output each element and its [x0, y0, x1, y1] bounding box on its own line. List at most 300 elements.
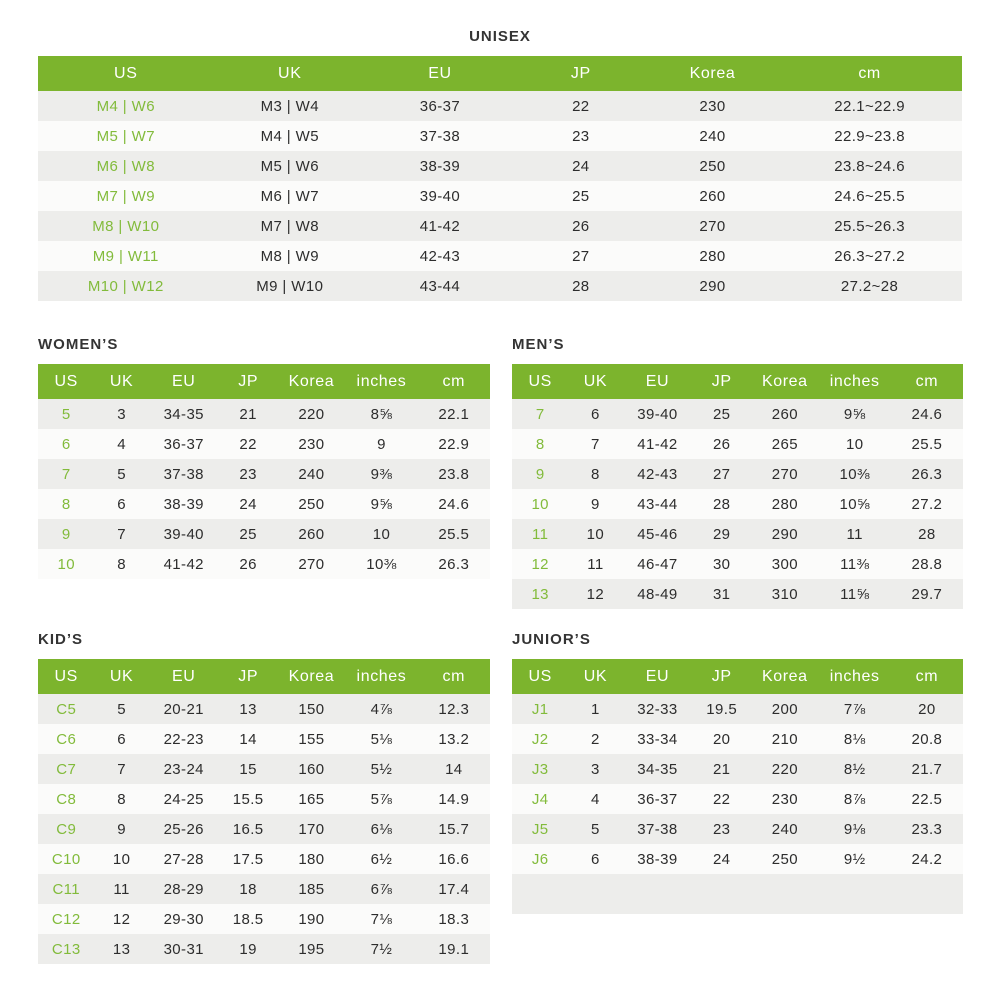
- table-row: [38, 241, 962, 271]
- value-cell: 8: [591, 465, 600, 483]
- table-row: [512, 754, 963, 784]
- empty-cell: [512, 874, 568, 914]
- table-row: [512, 519, 963, 549]
- value-cell: 24.2: [911, 850, 943, 868]
- value-cell: 11: [113, 880, 130, 898]
- value-cell: 310: [771, 585, 798, 603]
- value-cell: 8⅛: [843, 730, 866, 748]
- value-cell: 20: [712, 730, 731, 748]
- column-header: EU: [366, 56, 514, 91]
- value-cell: 18.3: [438, 910, 470, 928]
- table-row: [512, 429, 963, 459]
- empty-cell: [568, 874, 622, 914]
- table-row: [38, 121, 962, 151]
- column-header: US: [512, 364, 568, 399]
- table-row: [38, 489, 490, 519]
- column-header: US: [38, 56, 214, 91]
- value-cell: 9⅛: [843, 820, 866, 838]
- value-cell: 22.5: [911, 790, 943, 808]
- column-header: UK: [568, 659, 622, 694]
- value-cell: 21.7: [911, 760, 943, 778]
- value-cell: 150: [298, 700, 325, 718]
- womens-section: [38, 336, 490, 579]
- womens-size-table: [38, 364, 490, 579]
- value-cell: 250: [699, 157, 726, 175]
- value-cell: 16.5: [232, 820, 264, 838]
- value-cell: 19: [239, 940, 257, 958]
- table-row: [38, 694, 490, 724]
- value-cell: 8⅝: [370, 405, 393, 423]
- value-cell: 20: [918, 700, 936, 718]
- value-cell: 22: [572, 97, 590, 115]
- value-cell: 240: [771, 820, 798, 838]
- table-row: [512, 694, 963, 724]
- column-header: JP: [692, 364, 751, 399]
- table-row: [38, 784, 490, 814]
- size-cell: M9 | W11: [92, 247, 159, 265]
- table-row: [38, 844, 490, 874]
- value-cell: 28.8: [911, 555, 943, 573]
- column-header: JP: [219, 659, 278, 694]
- value-cell: 185: [298, 880, 325, 898]
- value-cell: 250: [771, 850, 798, 868]
- value-cell: 27.2: [911, 495, 943, 513]
- size-cell: J3: [531, 760, 549, 778]
- value-cell: 27: [572, 247, 590, 265]
- value-cell: 33-34: [637, 730, 678, 748]
- value-cell: 17.5: [232, 850, 264, 868]
- value-cell: 160: [298, 760, 325, 778]
- column-header: Korea: [751, 659, 819, 694]
- size-cell: 9: [535, 465, 545, 483]
- value-cell: 24.6~25.5: [834, 187, 905, 205]
- value-cell: 7⅛: [370, 910, 393, 928]
- value-cell: 13: [112, 940, 131, 958]
- value-cell: 28: [712, 495, 731, 513]
- value-cell: 9: [377, 435, 386, 453]
- value-cell: 27.2~28: [840, 277, 899, 295]
- size-cell: C13: [51, 940, 81, 958]
- value-cell: 5⅛: [370, 730, 393, 748]
- column-header: inches: [345, 364, 417, 399]
- value-cell: 180: [298, 850, 325, 868]
- value-cell: 270: [298, 555, 325, 573]
- value-cell: 34-35: [637, 760, 678, 778]
- value-cell: 23: [572, 127, 590, 145]
- value-cell: 10⅜: [839, 465, 870, 483]
- value-cell: 25.5: [438, 525, 470, 543]
- value-cell: 11: [587, 555, 604, 573]
- value-cell: 260: [771, 405, 798, 423]
- size-cell: 8: [61, 495, 71, 513]
- column-header: EU: [149, 659, 219, 694]
- header-row: [38, 364, 490, 399]
- value-cell: 13.2: [438, 730, 470, 748]
- table-row: [38, 181, 962, 211]
- header-row: [512, 364, 963, 399]
- value-cell: 270: [771, 465, 798, 483]
- value-cell: 290: [771, 525, 798, 543]
- value-cell: 26: [572, 217, 590, 235]
- size-cell: C6: [56, 730, 77, 748]
- empty-cell: [622, 874, 692, 914]
- size-cell: 7: [61, 465, 71, 483]
- value-cell: 200: [771, 700, 798, 718]
- juniors-size-table: [512, 659, 963, 914]
- value-cell: 30: [712, 555, 731, 573]
- value-cell: 10⅜: [366, 555, 397, 573]
- womens-title: WOMEN’S: [38, 336, 119, 353]
- value-cell: 22-23: [163, 730, 204, 748]
- value-cell: 1: [591, 700, 600, 718]
- value-cell: 8: [117, 790, 126, 808]
- column-header: UK: [214, 56, 366, 91]
- value-cell: 5: [117, 465, 126, 483]
- value-cell: 4: [591, 790, 600, 808]
- value-cell: 8½: [843, 760, 866, 778]
- unisex-size-table: [38, 56, 962, 301]
- value-cell: 26: [712, 435, 731, 453]
- value-cell: 240: [699, 127, 726, 145]
- column-header: Korea: [751, 364, 819, 399]
- value-cell: 46-47: [637, 555, 678, 573]
- column-header: EU: [622, 659, 692, 694]
- table-row: [512, 459, 963, 489]
- size-cell: C5: [56, 700, 77, 718]
- value-cell: 22.1: [438, 405, 470, 423]
- size-cell: J6: [531, 850, 549, 868]
- value-cell: 7: [117, 525, 126, 543]
- value-cell: 26: [239, 555, 257, 573]
- size-cell: J5: [531, 820, 549, 838]
- column-header: UK: [95, 659, 149, 694]
- value-cell: 39-40: [637, 405, 678, 423]
- value-cell: 4: [117, 435, 126, 453]
- value-cell: 24.6: [438, 495, 470, 513]
- value-cell: 19.5: [706, 700, 738, 718]
- value-cell: 15.5: [232, 790, 264, 808]
- value-cell: 24-25: [163, 790, 204, 808]
- table-row: [38, 519, 490, 549]
- value-cell: 155: [298, 730, 325, 748]
- value-cell: 37-38: [637, 820, 678, 838]
- value-cell: M3 | W4: [260, 97, 319, 115]
- value-cell: 8⅞: [843, 790, 866, 808]
- value-cell: 14: [445, 760, 463, 778]
- value-cell: 9½: [843, 850, 866, 868]
- column-header: UK: [568, 364, 622, 399]
- value-cell: 10: [845, 435, 864, 453]
- value-cell: 6½: [370, 850, 393, 868]
- value-cell: 27: [712, 465, 731, 483]
- value-cell: 10: [112, 850, 131, 868]
- value-cell: 17.4: [438, 880, 470, 898]
- table-row: [38, 934, 490, 964]
- table-row: [512, 724, 963, 754]
- value-cell: 22: [239, 435, 257, 453]
- size-cell: 10: [531, 495, 549, 513]
- value-cell: 210: [771, 730, 798, 748]
- value-cell: 270: [699, 217, 726, 235]
- value-cell: 36-37: [163, 435, 204, 453]
- value-cell: 300: [771, 555, 798, 573]
- value-cell: 25: [239, 525, 257, 543]
- value-cell: M8 | W9: [260, 247, 319, 265]
- value-cell: 290: [699, 277, 726, 295]
- value-cell: 31: [712, 585, 731, 603]
- kids-size-table: [38, 659, 490, 964]
- column-header: US: [38, 659, 95, 694]
- value-cell: 7⅞: [843, 700, 866, 718]
- value-cell: 5⅞: [370, 790, 393, 808]
- value-cell: 12: [112, 910, 131, 928]
- value-cell: 280: [771, 495, 798, 513]
- value-cell: 190: [298, 910, 325, 928]
- value-cell: 48-49: [637, 585, 678, 603]
- size-cell: M5 | W7: [96, 127, 155, 145]
- size-cell: M6 | W8: [96, 157, 155, 175]
- column-header: US: [512, 659, 568, 694]
- value-cell: 230: [699, 97, 726, 115]
- column-header: cm: [891, 659, 963, 694]
- value-cell: 20.8: [911, 730, 943, 748]
- value-cell: 230: [298, 435, 325, 453]
- empty-cell: [891, 874, 963, 914]
- value-cell: 24: [712, 850, 731, 868]
- size-cell: 10: [57, 555, 75, 573]
- value-cell: 18.5: [232, 910, 264, 928]
- value-cell: 170: [298, 820, 325, 838]
- value-cell: 14.9: [438, 790, 470, 808]
- value-cell: 18: [239, 880, 257, 898]
- value-cell: 3: [117, 405, 126, 423]
- column-header: JP: [692, 659, 751, 694]
- size-cell: 8: [535, 435, 545, 453]
- column-header: cm: [418, 364, 490, 399]
- value-cell: 28: [918, 525, 936, 543]
- value-cell: 25: [712, 405, 731, 423]
- column-header: cm: [777, 56, 962, 91]
- value-cell: 39-40: [419, 187, 461, 205]
- column-header: UK: [95, 364, 149, 399]
- value-cell: 6⅛: [370, 820, 393, 838]
- column-header: EU: [622, 364, 692, 399]
- value-cell: 165: [298, 790, 325, 808]
- value-cell: M4 | W5: [260, 127, 319, 145]
- header-row: [38, 56, 962, 91]
- value-cell: 45-46: [637, 525, 678, 543]
- value-cell: M9 | W10: [256, 277, 324, 295]
- table-row: [512, 489, 963, 519]
- value-cell: 24: [239, 495, 257, 513]
- value-cell: M5 | W6: [260, 157, 319, 175]
- value-cell: 4⅞: [370, 700, 393, 718]
- size-cell: C8: [56, 790, 77, 808]
- value-cell: 2: [591, 730, 600, 748]
- table-row: [512, 844, 963, 874]
- value-cell: 41-42: [163, 555, 204, 573]
- table-row: [38, 874, 490, 904]
- table-row: [512, 399, 963, 429]
- value-cell: 37-38: [163, 465, 204, 483]
- size-cell: 5: [61, 405, 71, 423]
- size-cell: 13: [531, 585, 549, 603]
- value-cell: 15.7: [438, 820, 470, 838]
- value-cell: 265: [771, 435, 798, 453]
- table-row: [512, 549, 963, 579]
- value-cell: 41-42: [637, 435, 678, 453]
- table-row: [512, 784, 963, 814]
- table-row: [38, 429, 490, 459]
- value-cell: 22.9~23.8: [834, 127, 905, 145]
- value-cell: 8: [117, 555, 126, 573]
- value-cell: 9⅝: [843, 405, 866, 423]
- column-header: Korea: [278, 364, 346, 399]
- value-cell: 28-29: [163, 880, 204, 898]
- value-cell: M7 | W8: [260, 217, 319, 235]
- size-cell: M8 | W10: [92, 217, 160, 235]
- value-cell: 25-26: [163, 820, 204, 838]
- value-cell: 6: [117, 495, 126, 513]
- size-cell: 11: [532, 525, 549, 543]
- value-cell: 19.1: [438, 940, 470, 958]
- value-cell: 11⅝: [840, 585, 870, 603]
- value-cell: 25.5: [911, 435, 943, 453]
- value-cell: 220: [298, 405, 325, 423]
- value-cell: 22: [712, 790, 731, 808]
- value-cell: 24: [572, 157, 590, 175]
- value-cell: 6: [117, 730, 126, 748]
- value-cell: 42-43: [419, 247, 461, 265]
- value-cell: 220: [771, 760, 798, 778]
- value-cell: 9: [117, 820, 126, 838]
- size-cell: J2: [531, 730, 549, 748]
- value-cell: 6⅞: [370, 880, 393, 898]
- column-header: cm: [891, 364, 963, 399]
- value-cell: 6: [591, 850, 600, 868]
- value-cell: 25.5~26.3: [834, 217, 905, 235]
- column-header: cm: [418, 659, 490, 694]
- value-cell: 7: [117, 760, 126, 778]
- value-cell: 23.8~24.6: [834, 157, 905, 175]
- size-cell: J4: [531, 790, 549, 808]
- table-row: [38, 904, 490, 934]
- value-cell: 43-44: [419, 277, 461, 295]
- table-row: [38, 211, 962, 241]
- table-row: [512, 814, 963, 844]
- size-cell: M4 | W6: [96, 97, 155, 115]
- header-row: [38, 659, 490, 694]
- mens-title: MEN’S: [512, 336, 565, 353]
- unisex-title: UNISEX: [469, 28, 531, 45]
- value-cell: 28: [572, 277, 590, 295]
- value-cell: 16.6: [438, 850, 470, 868]
- value-cell: 10: [586, 525, 605, 543]
- value-cell: 30-31: [163, 940, 204, 958]
- value-cell: 230: [771, 790, 798, 808]
- column-header: inches: [819, 364, 891, 399]
- mens-section: [512, 336, 963, 609]
- size-cell: 12: [531, 555, 549, 573]
- value-cell: 34-35: [163, 405, 204, 423]
- value-cell: 39-40: [163, 525, 204, 543]
- value-cell: 24.6: [911, 405, 943, 423]
- size-cell: C7: [56, 760, 77, 778]
- empty-row: [512, 874, 963, 914]
- mens-size-table: [512, 364, 963, 609]
- value-cell: 9⅝: [370, 495, 393, 513]
- value-cell: 5: [117, 700, 126, 718]
- table-row: [512, 579, 963, 609]
- value-cell: 195: [298, 940, 325, 958]
- value-cell: 7½: [370, 940, 393, 958]
- value-cell: 32-33: [637, 700, 678, 718]
- value-cell: M6 | W7: [260, 187, 319, 205]
- table-row: [38, 151, 962, 181]
- size-cell: M10 | W12: [87, 277, 164, 295]
- value-cell: 20-21: [163, 700, 204, 718]
- juniors-title: JUNIOR’S: [512, 631, 591, 648]
- value-cell: 13: [239, 700, 257, 718]
- value-cell: 23: [239, 465, 257, 483]
- value-cell: 23-24: [163, 760, 204, 778]
- value-cell: 7: [591, 435, 600, 453]
- value-cell: 5: [591, 820, 600, 838]
- value-cell: 12.3: [438, 700, 470, 718]
- size-cell: M7 | W9: [96, 187, 155, 205]
- unisex-section: [38, 28, 962, 301]
- column-header: inches: [345, 659, 417, 694]
- value-cell: 10⅝: [839, 495, 870, 513]
- value-cell: 42-43: [637, 465, 678, 483]
- column-header: Korea: [648, 56, 777, 91]
- juniors-section: [512, 631, 963, 914]
- column-header: JP: [219, 364, 278, 399]
- size-cell: 9: [61, 525, 71, 543]
- size-cell: J1: [531, 700, 549, 718]
- table-row: [38, 399, 490, 429]
- column-header: US: [38, 364, 95, 399]
- value-cell: 43-44: [637, 495, 678, 513]
- value-cell: 38-39: [163, 495, 204, 513]
- table-row: [38, 724, 490, 754]
- size-cell: C9: [56, 820, 77, 838]
- table-row: [38, 271, 962, 301]
- empty-cell: [819, 874, 891, 914]
- value-cell: 260: [699, 187, 726, 205]
- value-cell: 29: [712, 525, 731, 543]
- value-cell: 26.3~27.2: [834, 247, 905, 265]
- value-cell: 26.3: [438, 555, 470, 573]
- table-row: [38, 91, 962, 121]
- empty-cell: [751, 874, 819, 914]
- value-cell: 280: [699, 247, 726, 265]
- value-cell: 15: [239, 760, 257, 778]
- value-cell: 29-30: [163, 910, 204, 928]
- size-cell: 7: [535, 405, 545, 423]
- column-header: inches: [819, 659, 891, 694]
- value-cell: 22.9: [438, 435, 470, 453]
- column-header: Korea: [278, 659, 346, 694]
- value-cell: 21: [712, 760, 731, 778]
- column-header: JP: [514, 56, 648, 91]
- value-cell: 41-42: [419, 217, 461, 235]
- value-cell: 26.3: [911, 465, 943, 483]
- value-cell: 260: [298, 525, 325, 543]
- table-row: [38, 814, 490, 844]
- value-cell: 27-28: [163, 850, 204, 868]
- column-header: EU: [149, 364, 219, 399]
